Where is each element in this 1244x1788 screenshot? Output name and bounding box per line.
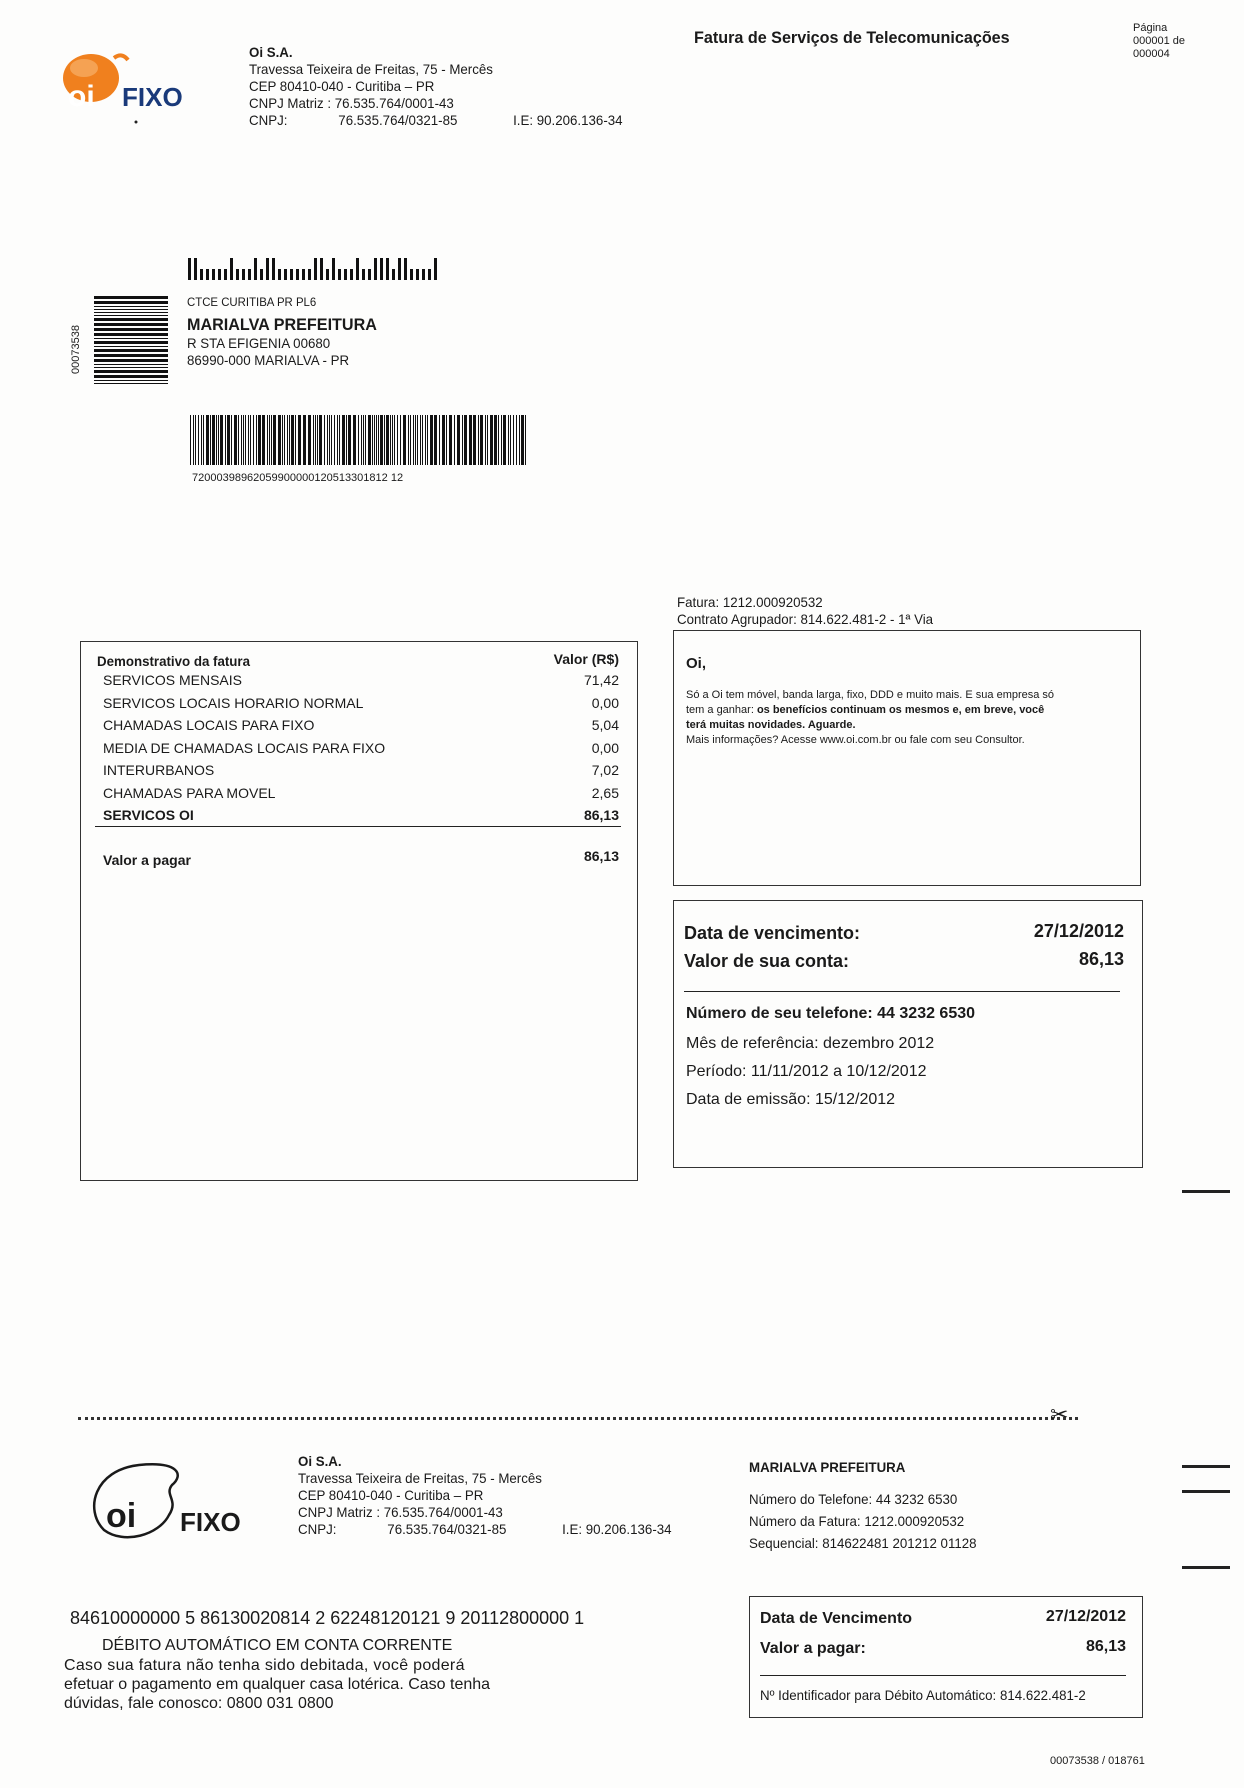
barcode-bar — [225, 415, 226, 465]
mail-barcode-number: 72000398962059900000120513301812 12 — [192, 472, 404, 484]
statement-row-label: CHAMADAS LOCAIS PARA FIXO — [103, 717, 315, 733]
mail-barcode — [190, 415, 527, 465]
stub-due-value: 27/12/2012 — [1045, 1608, 1126, 1625]
statement-row — [103, 762, 619, 784]
postal-bar — [332, 258, 335, 280]
margin-mark — [1182, 1190, 1230, 1193]
stack-bar — [94, 367, 168, 368]
cut-line — [78, 1417, 1078, 1420]
stack-bar — [94, 383, 168, 384]
postal-bar — [284, 269, 287, 280]
barcode-bar — [234, 415, 237, 465]
stub-payment-box — [749, 1596, 1143, 1718]
barcode-bar — [210, 415, 211, 465]
stack-bar — [94, 364, 168, 365]
side-barcode — [94, 296, 168, 384]
company-cnpj-matriz: CNPJ Matriz : 76.535.764/0001-43 — [249, 95, 454, 111]
barcode-bar — [516, 415, 517, 465]
stack-bar — [94, 380, 168, 381]
stack-bar — [94, 309, 168, 310]
postal-bar — [224, 269, 227, 280]
stack-bar — [94, 315, 168, 316]
value-header: Valor (R$) — [553, 651, 619, 667]
recipient-address — [187, 294, 377, 369]
stack-bar — [94, 323, 168, 326]
barcode-bar — [521, 415, 524, 465]
postal-bar — [290, 269, 293, 280]
barcode-bar — [498, 415, 499, 465]
barcode-bar — [410, 415, 411, 465]
barcode-bar — [289, 415, 290, 465]
company-cnpj-label: CNPJ: — [249, 112, 288, 128]
statement-row — [103, 717, 619, 739]
recipient-city: 86990-000 MARIALVA - PR — [187, 352, 350, 368]
barcode-bar — [282, 415, 283, 465]
barcode-bar — [324, 415, 325, 465]
barcode-bar — [198, 415, 199, 465]
barcode-bar — [245, 415, 246, 465]
barcode-bar — [253, 415, 254, 465]
barcode-bar — [361, 415, 362, 465]
barcode-bar — [454, 415, 455, 465]
stack-bar — [94, 346, 168, 347]
barcode-bar — [503, 415, 506, 465]
postal-bar — [260, 269, 263, 280]
barcode-bar — [384, 415, 385, 465]
barcode-bar — [469, 415, 472, 465]
barcode-bar — [457, 415, 460, 465]
company-info — [249, 44, 623, 129]
barcode-bar — [417, 415, 418, 465]
stub-sequence: Sequencial: 814622481 201212 01128 — [749, 1535, 977, 1551]
barcode-bar — [298, 415, 301, 465]
barcode-bar — [287, 415, 288, 465]
stub-pay-value: 86,13 — [1085, 1638, 1126, 1655]
barcode-bar — [203, 415, 204, 465]
margin-mark — [1182, 1490, 1230, 1493]
statement-items — [103, 672, 619, 852]
svg-text:oi: oi — [68, 80, 95, 113]
postal-bar — [344, 269, 347, 280]
stack-bar — [94, 333, 168, 336]
message-line2 — [686, 703, 1054, 718]
postal-bar — [320, 258, 323, 280]
message-line1: Só a Oi tem móvel, banda larga, fixo, DDD e muito mais. E sua empresa só — [686, 689, 1055, 701]
statement-row-value: 7,02 — [591, 762, 619, 778]
barcode-bar — [400, 415, 401, 465]
barcode-bar — [337, 415, 338, 465]
statement-row-label: CHAMADAS PARA MOVEL — [103, 784, 276, 801]
debit-info — [64, 1636, 490, 1713]
barcode-bar — [238, 415, 239, 465]
stub-company-cnpj-matriz: CNPJ Matriz : 76.535.764/0001-43 — [298, 1504, 503, 1520]
barcode-bar — [439, 415, 440, 465]
company-cnpj-row — [249, 112, 623, 129]
margin-mark — [1182, 1566, 1230, 1569]
barcode-bar — [363, 415, 364, 465]
postal-bar — [428, 269, 431, 280]
billing-period: Período: 11/11/2012 a 10/12/2012 — [686, 1063, 927, 1080]
postal-bar — [272, 258, 275, 280]
stub-divider — [760, 1675, 1126, 1676]
barcode-bar — [201, 415, 202, 465]
postal-bar — [266, 258, 269, 280]
barcode-bar — [329, 415, 330, 465]
stack-bar — [94, 375, 168, 378]
due-date-label: Data de vencimento: — [684, 923, 861, 943]
barcode-bar — [346, 415, 347, 465]
statement-row-value: 71,42 — [583, 672, 619, 688]
postal-bar — [242, 269, 245, 280]
postal-bar — [434, 258, 437, 280]
message-line2b: os benefícios continuam os mesmos e, em breve, você — [756, 704, 1045, 716]
barcode-bar — [271, 415, 272, 465]
barcode-bar — [442, 415, 445, 465]
due-date-value: 27/12/2012 — [1033, 921, 1124, 941]
total-value: 86,13 — [583, 848, 619, 864]
barcode-bar — [501, 415, 502, 465]
barcode-bar — [353, 415, 356, 465]
barcode-bar — [227, 415, 230, 465]
barcode-bar — [462, 415, 463, 465]
postal-bar — [368, 269, 371, 280]
stub-due-label: Data de Vencimento — [760, 1610, 913, 1627]
statement-row — [103, 785, 619, 807]
debit-identifier: Nº Identificador para Débito Automático: 814.622.481-2 — [760, 1687, 1086, 1703]
margin-mark — [1182, 1465, 1230, 1468]
barcode-bar — [403, 415, 406, 465]
debit-text2: efetuar o pagamento em qualquer casa lotérica. Caso tenha — [64, 1676, 491, 1693]
message-line2a: tem a ganhar: — [686, 704, 757, 716]
company-cep: CEP 80410-040 - Curitiba – PR — [249, 78, 435, 94]
postal-bar — [356, 258, 359, 280]
svg-text:oi: oi — [106, 1497, 137, 1535]
statement-row-label: SERVICOS LOCAIS HORARIO NORMAL — [103, 694, 364, 711]
stack-bar — [94, 349, 168, 352]
subtotal-label: SERVICOS OI — [103, 807, 194, 823]
barcode-bar — [415, 415, 416, 465]
postal-bar — [200, 269, 203, 280]
invoice-reference — [677, 594, 933, 628]
barcode-bar — [348, 415, 351, 465]
stack-bar — [94, 328, 168, 331]
barcode-bar — [430, 415, 433, 465]
barcode-bar — [206, 415, 209, 465]
stack-bar — [94, 370, 168, 373]
barcode-bar — [376, 415, 377, 465]
postal-bar — [314, 258, 317, 280]
barcode-bar — [317, 415, 318, 465]
statement-row-label: SERVICOS MENSAIS — [103, 672, 243, 688]
debit-title: DÉBITO AUTOMÁTICO EM CONTA CORRENTE — [102, 1637, 453, 1654]
barcode-bar — [212, 415, 215, 465]
postal-bar — [380, 258, 383, 280]
postal-bar — [236, 269, 239, 280]
barcode-bar — [386, 415, 389, 465]
stub-invoice: Número da Fatura: 1212.000920532 — [749, 1513, 965, 1529]
mail-route: CTCE CURITIBA PR PL6 — [187, 295, 317, 309]
statement-row-label: MEDIA DE CHAMADAS LOCAIS PARA FIXO — [103, 739, 386, 756]
postal-bar — [230, 258, 233, 280]
barcode-bar — [278, 415, 281, 465]
barcode-bar — [291, 415, 294, 465]
side-code: 00073538 — [70, 325, 82, 374]
barcode-bar — [303, 415, 306, 465]
recipient-name: MARIALVA PREFEITURA — [187, 315, 377, 334]
barcode-bar — [358, 415, 359, 465]
scissors-icon: ✂ — [1050, 1402, 1069, 1427]
company-name: Oi S.A. — [249, 44, 293, 60]
barcode-bar — [327, 415, 328, 465]
stack-bar — [94, 359, 168, 362]
page-indicator — [1133, 22, 1185, 61]
barcode-bar — [334, 415, 335, 465]
barcode-bar — [449, 415, 452, 465]
barcode-bar — [408, 415, 409, 465]
logo-product-text: FIXO — [122, 82, 183, 112]
phone-number: Número de seu telefone: 44 3232 6530 — [686, 1005, 976, 1022]
amount-value: 86,13 — [1078, 949, 1124, 969]
stub-company-cnpj-row — [298, 1521, 672, 1538]
page-label: Página — [1133, 22, 1168, 34]
barcode-bar — [241, 415, 242, 465]
stub-customer-name: MARIALVA PREFEITURA — [749, 1459, 906, 1475]
barcode-bar — [308, 415, 311, 465]
barcode-bar — [513, 415, 514, 465]
barcode-bar — [315, 415, 316, 465]
debit-text3: dúvidas, fale conosco: 0800 031 0800 — [64, 1695, 334, 1712]
invoice-number: Fatura: 1212.000920532 — [677, 594, 823, 610]
barcode-bar — [190, 415, 191, 465]
footer-code: 00073538 / 018761 — [1050, 1755, 1145, 1767]
barcode-bar — [390, 415, 391, 465]
barcode-bar — [231, 415, 232, 465]
barcode-bar — [295, 415, 296, 465]
barcode-bar — [397, 415, 398, 465]
stub-logo — [84, 1455, 254, 1545]
postal-bar — [194, 258, 197, 280]
barcode-bar — [216, 415, 217, 465]
barcode-bar — [248, 415, 249, 465]
stub-company-address: Travessa Teixeira de Freitas, 75 - Mercês — [298, 1470, 542, 1486]
stub-cnpj-value: 76.535.764/0321-85 — [387, 1521, 507, 1537]
barcode-bar — [473, 415, 476, 465]
recipient-street: R STA EFIGENIA 00680 — [187, 335, 331, 351]
message-box — [673, 630, 1141, 886]
barcode-bar — [342, 415, 345, 465]
postal-bar — [362, 269, 365, 280]
statement-row-value: 2,65 — [591, 784, 619, 801]
statement-row — [103, 740, 619, 762]
barcode-bar — [478, 415, 479, 465]
barcode-bar — [494, 415, 497, 465]
barcode-bar — [218, 415, 219, 465]
statement-row — [103, 672, 619, 694]
postal-bar — [374, 258, 377, 280]
statement-row-value: 0,00 — [591, 739, 619, 756]
barcode-bar — [434, 415, 437, 465]
contract-number: Contrato Agrupador: 814.622.481-2 - 1ª Via — [677, 611, 934, 627]
barcode-bar — [339, 415, 340, 465]
amount-label: Valor de sua conta: — [684, 951, 850, 971]
postal-bar — [308, 269, 311, 280]
statement-divider — [95, 826, 621, 827]
company-ie: I.E: 90.206.136-34 — [513, 112, 623, 128]
oi-fixo-logo — [54, 38, 194, 128]
stub-logo-product: FIXO — [180, 1507, 241, 1537]
barcode-bar — [256, 415, 257, 465]
stack-bar — [94, 306, 168, 307]
barcode-bar — [258, 415, 261, 465]
barcode-bar — [262, 415, 265, 465]
barcode-bar — [284, 415, 285, 465]
summary-box — [673, 900, 1143, 1168]
statement-row-value: 0,00 — [591, 694, 619, 711]
postal-bar — [212, 269, 215, 280]
stub-pay-label: Valor a pagar: — [760, 1640, 866, 1657]
barcode-bar — [195, 415, 196, 465]
statement-row — [103, 695, 619, 717]
postal-bar — [206, 269, 209, 280]
page-total: 000004 — [1133, 48, 1170, 60]
barcode-bar — [378, 415, 379, 465]
statement-box — [80, 641, 638, 1181]
postal-bar — [218, 269, 221, 280]
barcode-bar — [365, 415, 366, 465]
digitable-line: 84610000000 5 86130020814 2 62248120121 9 20112800000 1 — [70, 1608, 585, 1628]
barcode-bar — [243, 415, 244, 465]
message-line4: Mais informações? Acesse www.oi.com.br ou fale com seu Consultor. — [686, 734, 1025, 746]
postal-barcode — [188, 256, 437, 280]
stub-company-info — [298, 1453, 672, 1538]
postal-bar — [398, 258, 401, 280]
statement-title: Demonstrativo da fatura — [97, 653, 250, 669]
postal-bar — [416, 269, 419, 280]
stub-phone: Número do Telefone: 44 3232 6530 — [749, 1491, 958, 1507]
barcode-bar — [413, 415, 414, 465]
barcode-bar — [510, 415, 511, 465]
barcode-bar — [331, 415, 332, 465]
message-greeting: Oi, — [686, 655, 707, 672]
barcode-bar — [525, 415, 526, 465]
barcode-bar — [193, 415, 194, 465]
stack-bar — [94, 312, 168, 313]
barcode-bar — [273, 415, 276, 465]
barcode-bar — [372, 415, 373, 465]
statement-row-value: 5,04 — [591, 717, 619, 733]
postal-bar — [302, 269, 305, 280]
postal-bar — [404, 258, 407, 280]
summary-divider — [684, 991, 1120, 992]
message-body — [686, 688, 1054, 748]
postal-bar — [278, 269, 281, 280]
postal-bar — [248, 269, 251, 280]
postal-bar — [350, 269, 353, 280]
barcode-bar — [425, 415, 426, 465]
stub-customer-info — [749, 1459, 977, 1554]
stub-cnpj-label: CNPJ: — [298, 1521, 337, 1537]
statement-row-label: INTERURBANOS — [103, 762, 215, 778]
postal-bar — [410, 269, 413, 280]
barcode-bar — [319, 415, 322, 465]
barcode-bar — [368, 415, 371, 465]
barcode-bar — [427, 415, 428, 465]
barcode-bar — [220, 415, 223, 465]
document-title: Fatura de Serviços de Telecomunicações — [694, 28, 1010, 47]
stub-company-cep: CEP 80410-040 - Curitiba – PR — [298, 1487, 484, 1503]
barcode-bar — [380, 415, 383, 465]
total-label: Valor a pagar — [103, 852, 191, 868]
barcode-bar — [485, 415, 486, 465]
stack-bar — [94, 296, 168, 299]
barcode-bar — [250, 415, 251, 465]
issue-date: Data de emissão: 15/12/2012 — [686, 1091, 896, 1108]
barcode-bar — [446, 415, 447, 465]
barcode-bar — [267, 415, 268, 465]
postal-bar — [386, 258, 389, 280]
stack-bar — [94, 338, 168, 339]
postal-bar — [392, 269, 395, 280]
postal-bar — [422, 269, 425, 280]
company-address: Travessa Teixeira de Freitas, 75 - Mercês — [249, 61, 493, 77]
company-cnpj-value: 76.535.764/0321-85 — [338, 112, 458, 128]
barcode-bar — [394, 415, 395, 465]
stack-bar — [94, 354, 168, 357]
barcode-bar — [392, 415, 393, 465]
stack-bar — [94, 318, 168, 321]
postal-bar — [296, 269, 299, 280]
barcode-bar — [464, 415, 467, 465]
barcode-bar — [420, 415, 421, 465]
barcode-bar — [422, 415, 423, 465]
barcode-bar — [508, 415, 509, 465]
reference-month: Mês de referência: dezembro 2012 — [686, 1035, 935, 1052]
stub-company-name: Oi S.A. — [298, 1453, 342, 1469]
barcode-bar — [374, 415, 375, 465]
postal-bar — [338, 269, 341, 280]
postal-bar — [326, 269, 329, 280]
barcode-bar — [269, 415, 270, 465]
page-current: 000001 de — [1133, 35, 1185, 47]
barcode-bar — [490, 415, 493, 465]
postal-bar — [254, 258, 257, 280]
barcode-bar — [487, 415, 488, 465]
stack-bar — [94, 341, 168, 344]
subtotal-value: 86,13 — [583, 807, 619, 823]
postal-bar — [188, 258, 191, 280]
barcode-bar — [519, 415, 520, 465]
barcode-bar — [313, 415, 314, 465]
message-line3: terá muitas novidades. Aguarde. — [686, 719, 856, 731]
stack-bar — [94, 301, 168, 304]
barcode-bar — [480, 415, 483, 465]
debit-text1: Caso sua fatura não tenha sido debitada, você poderá — [64, 1657, 465, 1674]
stub-ie: I.E: 90.206.136-34 — [562, 1521, 672, 1537]
